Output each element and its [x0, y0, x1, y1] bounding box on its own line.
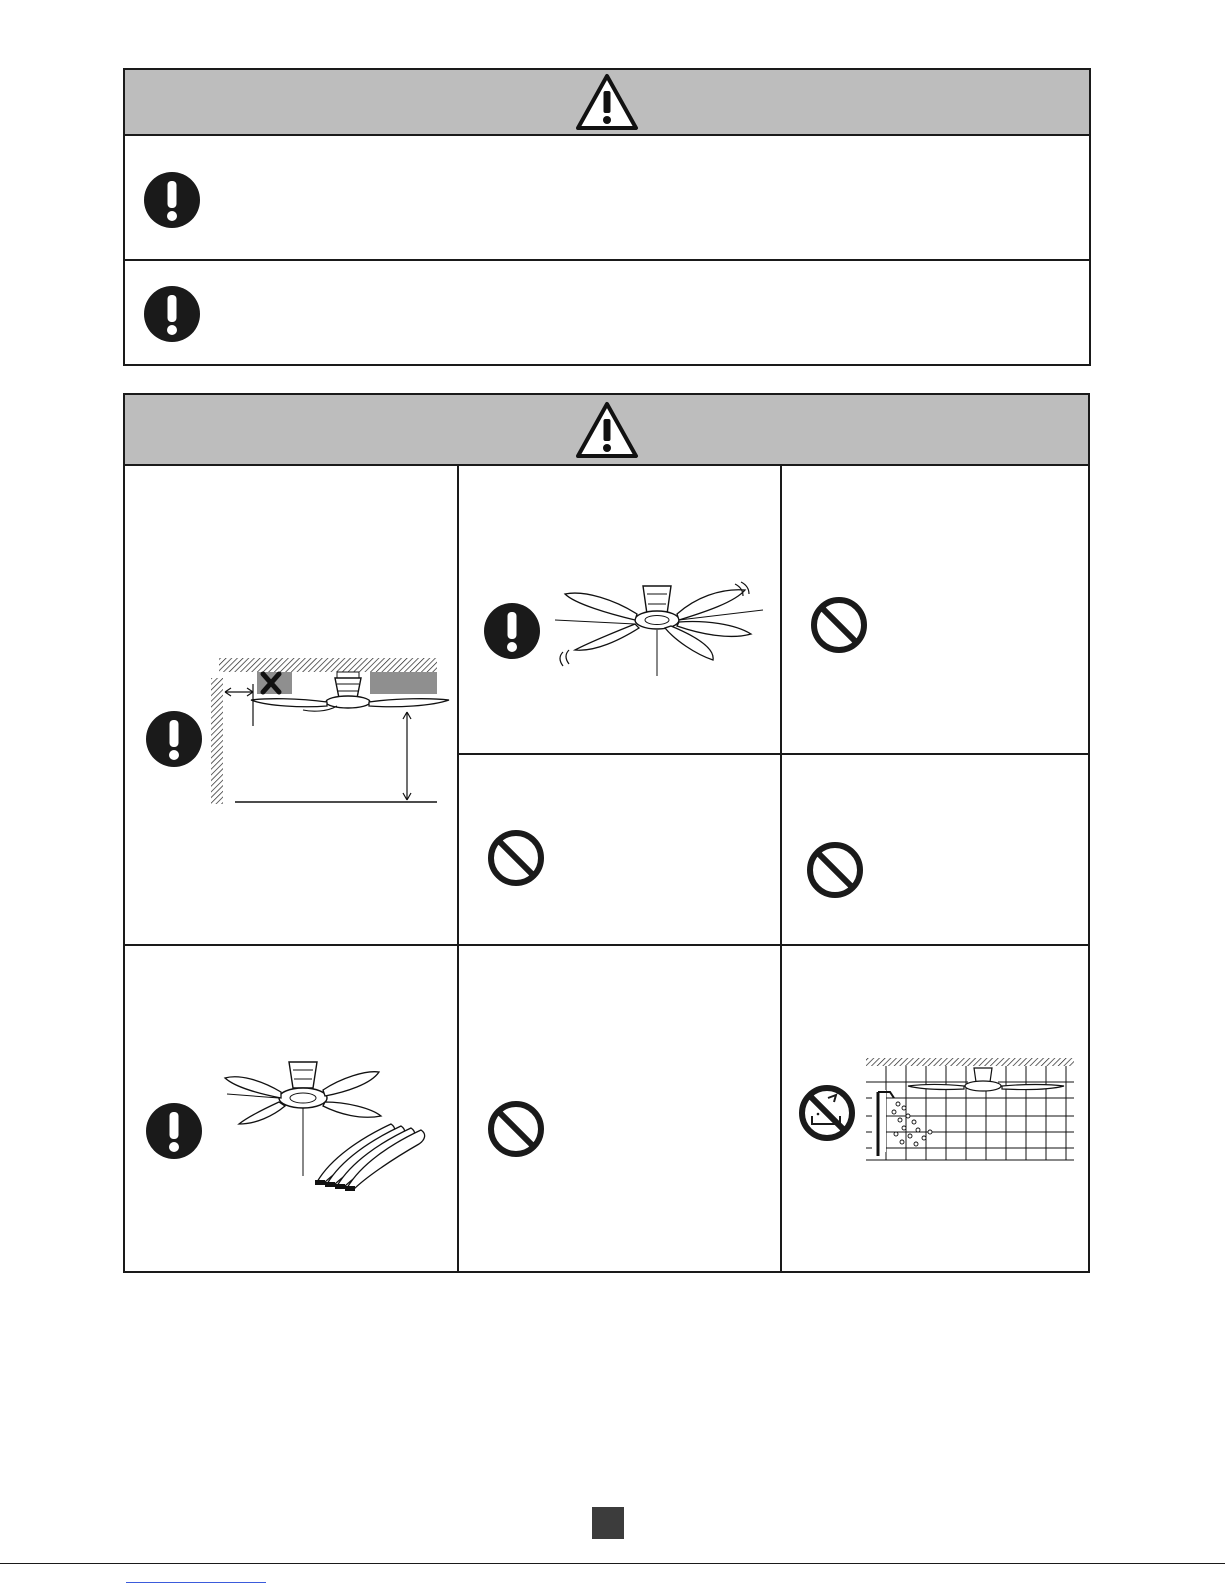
footer-divider	[0, 1563, 1225, 1564]
page-number-block	[592, 1507, 624, 1539]
mandatory-exclamation-icon	[145, 710, 203, 768]
warning-triangle-icon	[574, 72, 640, 132]
caution-cell-right-top	[782, 468, 1090, 753]
caution-panel	[123, 393, 1090, 1273]
mandatory-exclamation-icon	[143, 171, 201, 229]
caution-header	[125, 395, 1088, 466]
footer-link-underline[interactable]	[126, 1582, 266, 1583]
caution-cell-clearance	[125, 468, 457, 944]
no-bathroom-prohibition-icon	[798, 1084, 856, 1142]
mandatory-exclamation-icon	[483, 602, 541, 660]
mandatory-exclamation-icon	[143, 285, 201, 343]
caution-cell-blades	[125, 946, 457, 1273]
prohibition-icon	[806, 841, 864, 899]
warning-header	[125, 70, 1089, 136]
fan-with-blades-diagram	[221, 1058, 431, 1194]
mandatory-exclamation-icon	[145, 1102, 203, 1160]
prohibition-icon	[487, 1100, 545, 1158]
warning-row-1	[125, 136, 1089, 260]
prohibition-icon	[810, 596, 868, 654]
caution-cell-bathroom	[782, 946, 1090, 1273]
ceiling-clearance-diagram	[207, 654, 453, 809]
warning-triangle-icon	[574, 400, 640, 460]
prohibition-icon	[487, 829, 545, 887]
caution-cell-middle-bottom	[459, 946, 780, 1273]
bathroom-tile-fan-diagram	[864, 1056, 1076, 1168]
wobbling-fan-diagram	[555, 580, 767, 680]
caution-cell-wobble	[459, 468, 780, 753]
warning-panel	[123, 68, 1091, 366]
warning-row-2	[125, 261, 1089, 366]
caution-cell-right-mid	[782, 755, 1090, 944]
caution-cell-middle-mid	[459, 755, 780, 944]
